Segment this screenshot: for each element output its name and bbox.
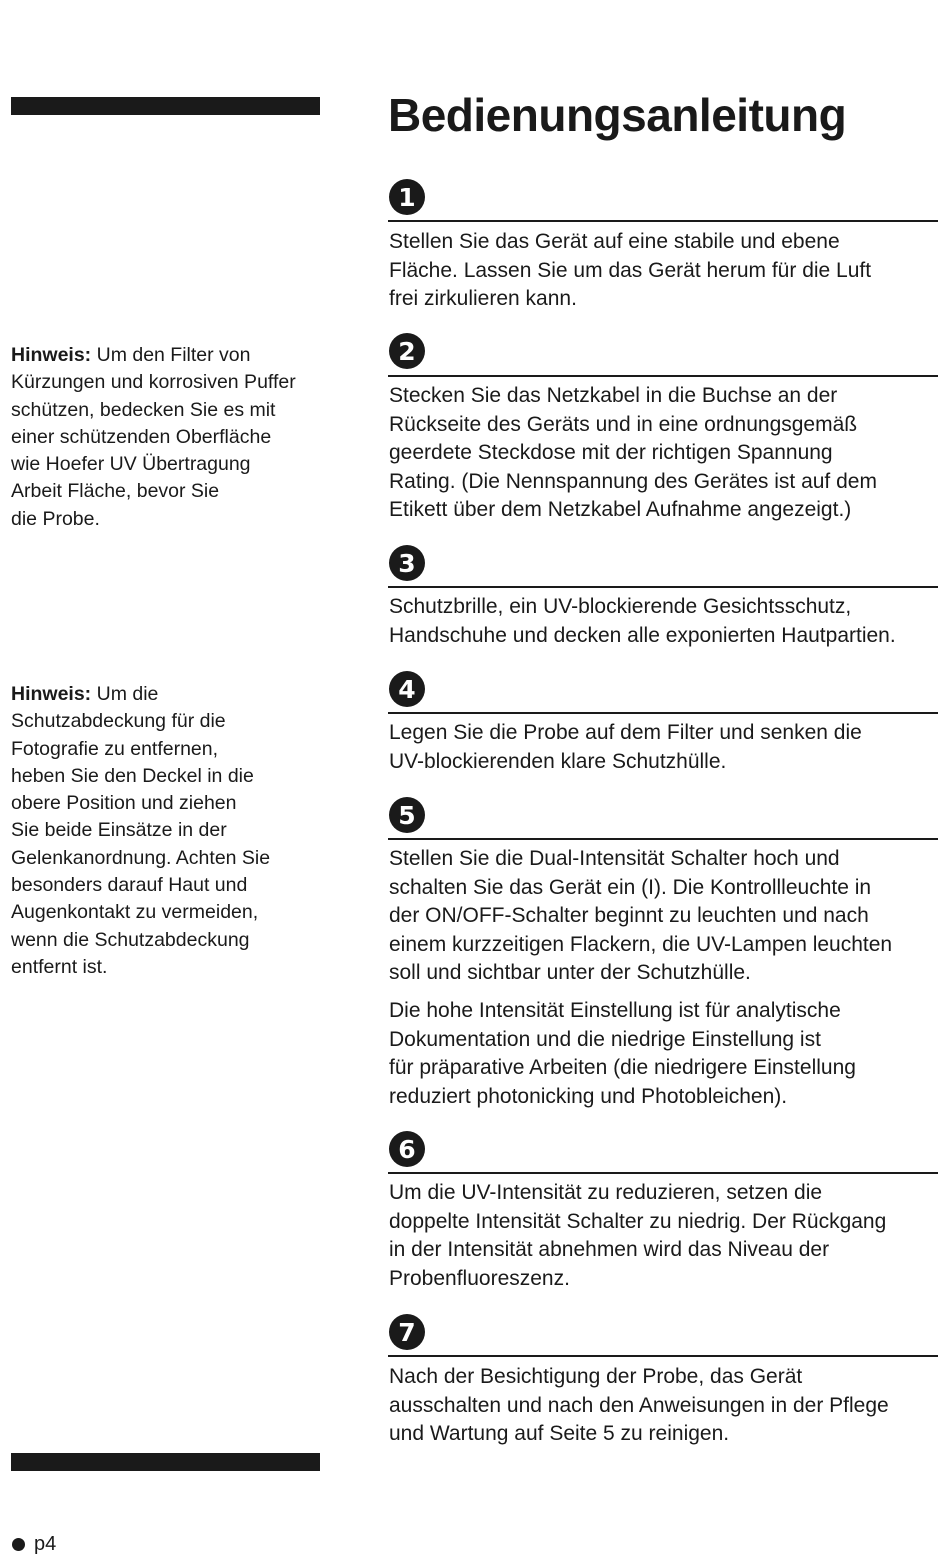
text-line: Um die UV-Intensität zu reduzieren, setzen die bbox=[389, 1181, 823, 1204]
text-line: einem kurzzeitigen Flackern, die UV-Lampen leuchten bbox=[389, 932, 893, 956]
step-number-badge: 5 bbox=[389, 797, 425, 833]
page-number: p4 bbox=[34, 1533, 57, 1555]
step-text bbox=[389, 593, 949, 650]
note-line: einer schützenden Oberfläche bbox=[11, 425, 272, 448]
note-line: Augenkontakt zu vermeiden, bbox=[11, 901, 259, 924]
text-line: doppelte Intensität Schalter zu niedrig. Der Rückgang bbox=[389, 1209, 887, 1233]
note-line: die Probe. bbox=[11, 507, 100, 530]
top-decorative-bar bbox=[11, 97, 320, 115]
text-line: und Wartung auf Seite 5 zu reinigen. bbox=[389, 1422, 730, 1445]
text-line: Rückseite des Geräts und in eine ordnungsgemäß bbox=[389, 412, 858, 436]
step-number-badge: 3 bbox=[389, 545, 425, 581]
page-title: Bedienungsanleitung bbox=[388, 89, 847, 141]
side-note-cover bbox=[11, 681, 331, 981]
text-line: Etikett über dem Netzkabel Aufnahme angezeigt.) bbox=[389, 498, 852, 521]
text-line: geerdete Steckdose mit der richtigen Spannung bbox=[389, 441, 833, 464]
note-label: Hinweis: bbox=[11, 683, 92, 705]
step-number-badge: 2 bbox=[389, 333, 425, 369]
step-text bbox=[389, 845, 949, 988]
text-line: Stellen Sie die Dual-Intensität Schalter hoch und bbox=[389, 847, 840, 870]
note-line: schützen, bedecken Sie es mit bbox=[11, 398, 276, 421]
step-text bbox=[389, 228, 949, 314]
note-line: Kürzungen und korrosiven Puffer bbox=[11, 371, 296, 394]
text-line: Nach der Besichtigung der Probe, das Gerät bbox=[389, 1365, 803, 1388]
step-number-badge: 6 bbox=[389, 1131, 425, 1167]
note-line: Schutzabdeckung für die bbox=[11, 710, 226, 733]
text-line: Die hohe Intensität Einstellung ist für analytische bbox=[389, 999, 841, 1022]
text-line: Fläche. Lassen Sie um das Gerät herum für die Luft bbox=[389, 258, 872, 282]
note-line: entfernt ist. bbox=[11, 955, 108, 978]
step-divider bbox=[388, 220, 938, 222]
text-line: Legen Sie die Probe auf dem Filter und senken die bbox=[389, 721, 862, 744]
note-line: besonders darauf Haut und bbox=[11, 874, 248, 897]
text-line: frei zirkulieren kann. bbox=[389, 287, 577, 310]
note-line: Um die bbox=[91, 683, 159, 705]
text-line: ausschalten und nach den Anweisungen in der Pflege bbox=[389, 1393, 889, 1417]
text-line: der ON/OFF-Schalter beginnt zu leuchten und nach bbox=[389, 904, 869, 927]
step-text bbox=[389, 1179, 949, 1293]
note-line: wenn die Schutzabdeckung bbox=[11, 928, 250, 951]
page-footer bbox=[12, 1533, 56, 1556]
bullet-icon bbox=[12, 1538, 25, 1551]
text-line: Rating. (Die Nennspannung des Gerätes ist auf dem bbox=[389, 469, 877, 493]
step-number-badge: 4 bbox=[389, 671, 425, 707]
step-divider bbox=[388, 712, 938, 714]
bottom-decorative-bar bbox=[11, 1453, 320, 1471]
text-line: in der Intensität abnehmen wird das Niveau der bbox=[389, 1238, 830, 1261]
text-line: Stellen Sie das Gerät auf eine stabile und ebene bbox=[389, 230, 840, 253]
note-line: obere Position und ziehen bbox=[11, 792, 237, 815]
note-line: Arbeit Fläche, bevor Sie bbox=[11, 480, 220, 503]
note-line: Fotografie zu entfernen, bbox=[11, 737, 219, 760]
text-line: reduziert photonicking und Photobleichen). bbox=[389, 1084, 788, 1108]
step-divider bbox=[388, 1172, 938, 1174]
step-divider bbox=[388, 586, 938, 588]
note-label: Hinweis: bbox=[11, 344, 92, 366]
text-line: soll und sichtbar unter der Schutzhülle. bbox=[389, 961, 751, 984]
step-divider bbox=[388, 1355, 938, 1357]
side-note-filter bbox=[11, 342, 331, 533]
step-number-badge: 1 bbox=[389, 179, 425, 215]
text-line: Handschuhe und decken alle exponierten Hautpartien. bbox=[389, 623, 896, 647]
text-line: Probenfluoreszenz. bbox=[389, 1266, 570, 1290]
step-text-continued bbox=[389, 997, 949, 1111]
note-line: Gelenkanordnung. Achten Sie bbox=[11, 846, 271, 869]
note-line: Sie beide Einsätze in der bbox=[11, 819, 227, 842]
text-line: Schutzbrille, ein UV-blockierende Gesichtsschutz, bbox=[389, 595, 852, 618]
step-divider bbox=[388, 375, 938, 377]
text-line: für präparative Arbeiten (die niedrigere Einstellung bbox=[389, 1056, 856, 1079]
text-line: schalten Sie das Gerät ein (I). Die Kontrollleuchte in bbox=[389, 875, 872, 899]
step-number-badge: 7 bbox=[389, 1314, 425, 1350]
text-line: Stecken Sie das Netzkabel in die Buchse an der bbox=[389, 384, 838, 407]
step-text bbox=[389, 382, 949, 525]
text-line: UV-blockierenden klare Schutzhülle. bbox=[389, 749, 727, 773]
step-text bbox=[389, 719, 949, 776]
note-line: Um den Filter von bbox=[91, 344, 251, 366]
step-divider bbox=[388, 838, 938, 840]
note-line: heben Sie den Deckel in die bbox=[11, 764, 254, 787]
text-line: Dokumentation und die niedrige Einstellung ist bbox=[389, 1027, 821, 1051]
step-text bbox=[389, 1363, 949, 1449]
note-line: wie Hoefer UV Übertragung bbox=[11, 453, 251, 476]
